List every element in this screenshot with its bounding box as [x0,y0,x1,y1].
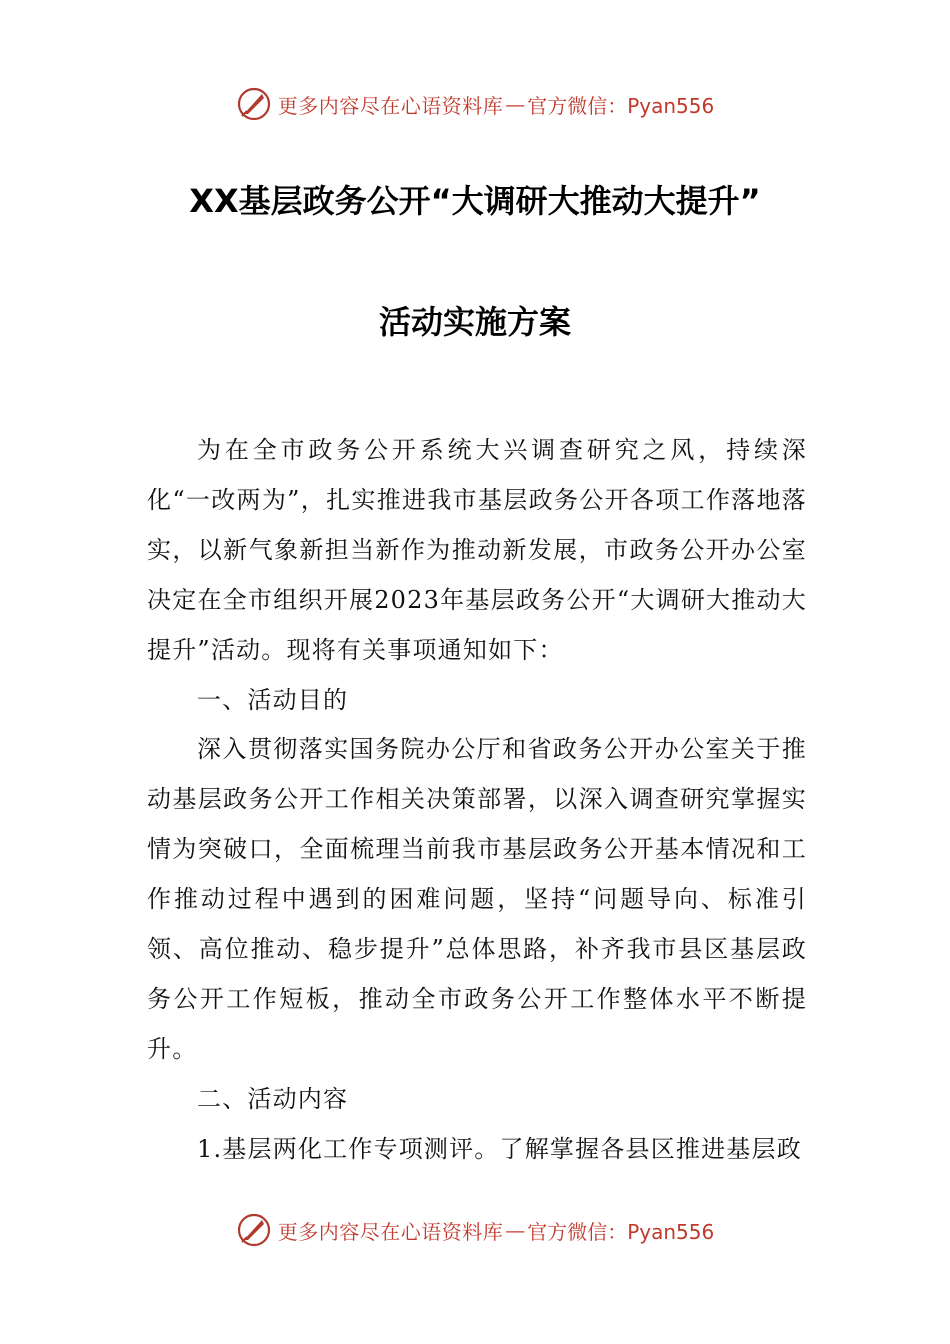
quill-logo-icon [236,86,272,122]
watermark-brand-text: 更多内容尽在心语资料库 [277,93,504,118]
section-heading-content: 二、活动内容 [197,1084,349,1113]
watermark-dash: — [505,92,526,116]
document-body [147,426,807,1175]
intro-paragraph: 为在全市政务公开系统大兴调查研究之风，持续深化“一改两为”，扎实推进我市基层政务公开各项工作落地落实，以新气象新担当新作为推动新发展，市政务公开办公室决定在全市组织开展2023年基层政务公开“大调研大推动大提升”活动。现将有关事项通知如下： [147,436,807,664]
footer-watermark-banner [0,1208,950,1252]
section-heading-purpose: 一、活动目的 [197,685,349,714]
watermark-wechat-text: 官方微信：Pyan556 [527,1219,715,1244]
document-title-line-1: XX基层政务公开“大调研大推动大提升” [189,182,761,220]
header-watermark-banner [0,82,950,126]
purpose-paragraph: 深入贯彻落实国务院办公厅和省政务公开办公室关于推动基层政务公开工作相关决策部署，以深入调查研究掌握实情为突破口，全面梳理当前我市基层政务公开基本情况和工作推动过程中遇到的困难问题，坚持“问题导向、标准引领、高位推动、稳步提升”总体思路，补齐我市县区基层政务公开工作短板，推动全市政务公开工作整体水平不断提升。 [147,735,807,1063]
quill-logo-icon [236,1212,272,1248]
content-item-1-paragraph: 1.基层两化工作专项测评。了解掌握各县区推进基层政 [197,1134,802,1163]
watermark-brand-text: 更多内容尽在心语资料库 [277,1219,504,1244]
watermark-wechat-text: 官方微信：Pyan556 [527,93,715,118]
watermark-dash: — [505,1218,526,1242]
document-title-line-2: 活动实施方案 [378,303,571,341]
